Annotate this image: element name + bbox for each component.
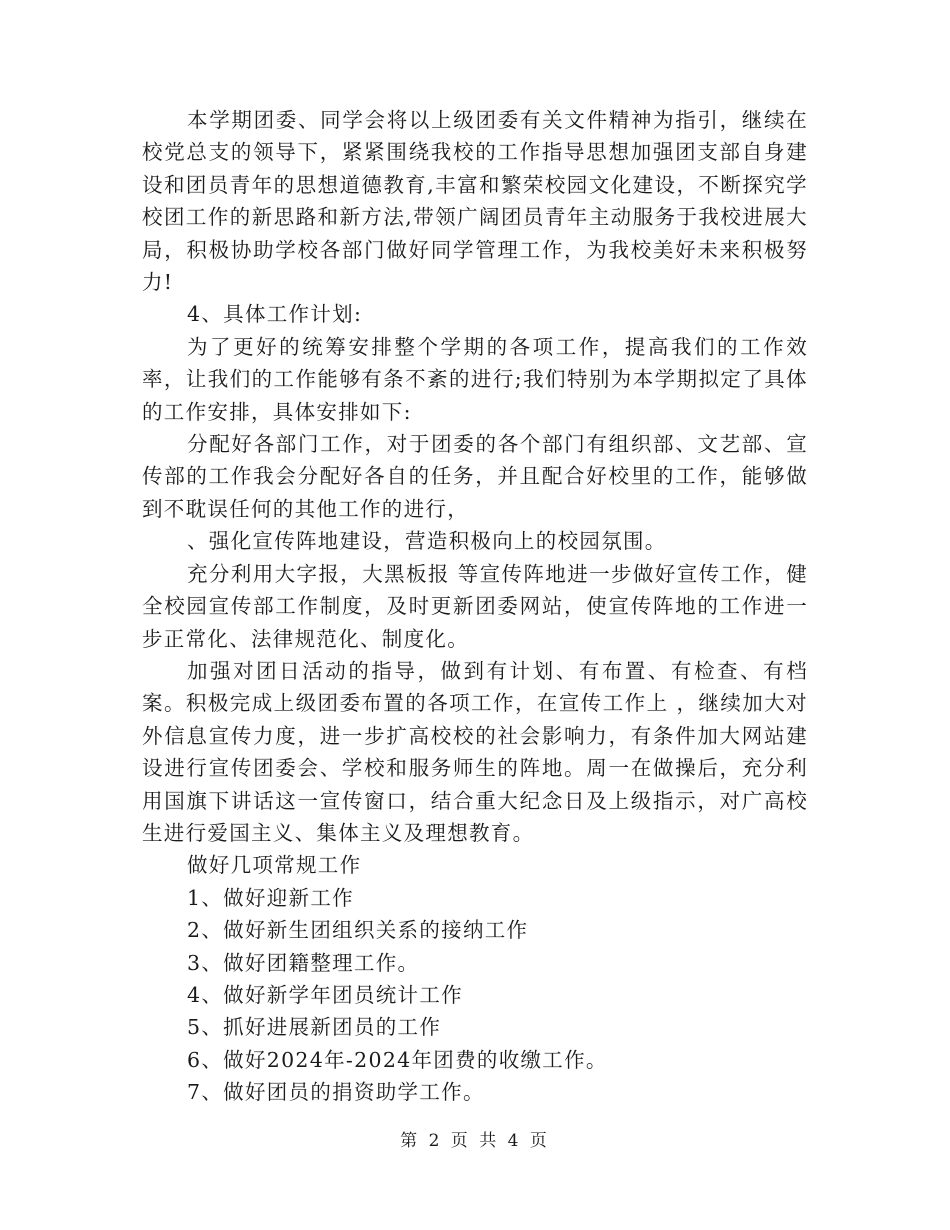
routine-work-heading: 做好几项常规工作 (187, 853, 362, 878)
list-item: 2、做好新生团组织关系的接纳工作 (187, 918, 529, 943)
paragraph-department-assignment: 分配好各部门工作，对于团委的各个部门有组织部、文艺部、宣传部的工作我会分配好各自的任务，并且配合好校里的工作，能够做到不耽误任何的其他工作的进行， (142, 432, 808, 521)
paragraph-league-day-guidance: 加强对团日活动的指导，做到有计划、有布置、有检查、有档案。积极完成上级团委布置的各项工作，在宣传工作上 ，继续加大对外信息宣传力度，进一步扩高校校的社会影响力，有条件加大网站建设进行宣传团委会、学校和服务师生的阵地。周一在做操后，充分利用国旗下讲话这一宣传窗口，结合重大纪念日及上级指示，对广高校生进行爱国主义、集体主义及理想教育。 (142, 658, 808, 845)
list-item: 5、抓好进展新团员的工作 (187, 1015, 442, 1040)
list-item: 6、做好2024年-2024年团费的收缴工作。 (187, 1047, 608, 1072)
section-heading-work-plan: 4、具体工作计划: (187, 302, 363, 327)
page-number-footer: 第 2 页 共 4 页 (400, 1131, 550, 1151)
paragraph-publicity-channels: 充分利用大字报，大黑板报 等宣传阵地进一步做好宣传工作，健全校园宣传部工作制度，及时更新团委网站，使宣传阵地的工作进一步正常化、法律规范化、制度化。 (142, 561, 808, 651)
list-item: 3、做好团籍整理工作。 (187, 950, 420, 975)
document-body (142, 104, 808, 1109)
paragraph-publicity-heading: 、强化宣传阵地建设，营造积极向上的校园氛围。 (187, 529, 667, 554)
list-item: 1、做好迎新工作 (187, 885, 354, 910)
list-item: 4、做好新学年团员统计工作 (187, 982, 463, 1007)
paragraph-plan-overview: 为了更好的统筹安排整个学期的各项工作，提高我们的工作效率，让我们的工作能够有条不紊的进行;我们特别为本学期拟定了具体的工作安排，具体安排如下: (142, 334, 808, 424)
paragraph-intro: 本学期团委、同学会将以上级团委有关文件精神为指引，继续在校党总支的领导下，紧紧围绕我校的工作指导思想加强团支部自身建设和团员青年的思想道德教育,丰富和繁荣校园文化建设，不断探究学校团工作的新思路和新方法,带领广阔团员青年主动服务于我校进展大局，积极协助学校各部门做好同学管理工作，为我校美好未来积极努力! (142, 108, 808, 295)
list-item: 7、做好团员的捐资助学工作。 (187, 1080, 485, 1105)
